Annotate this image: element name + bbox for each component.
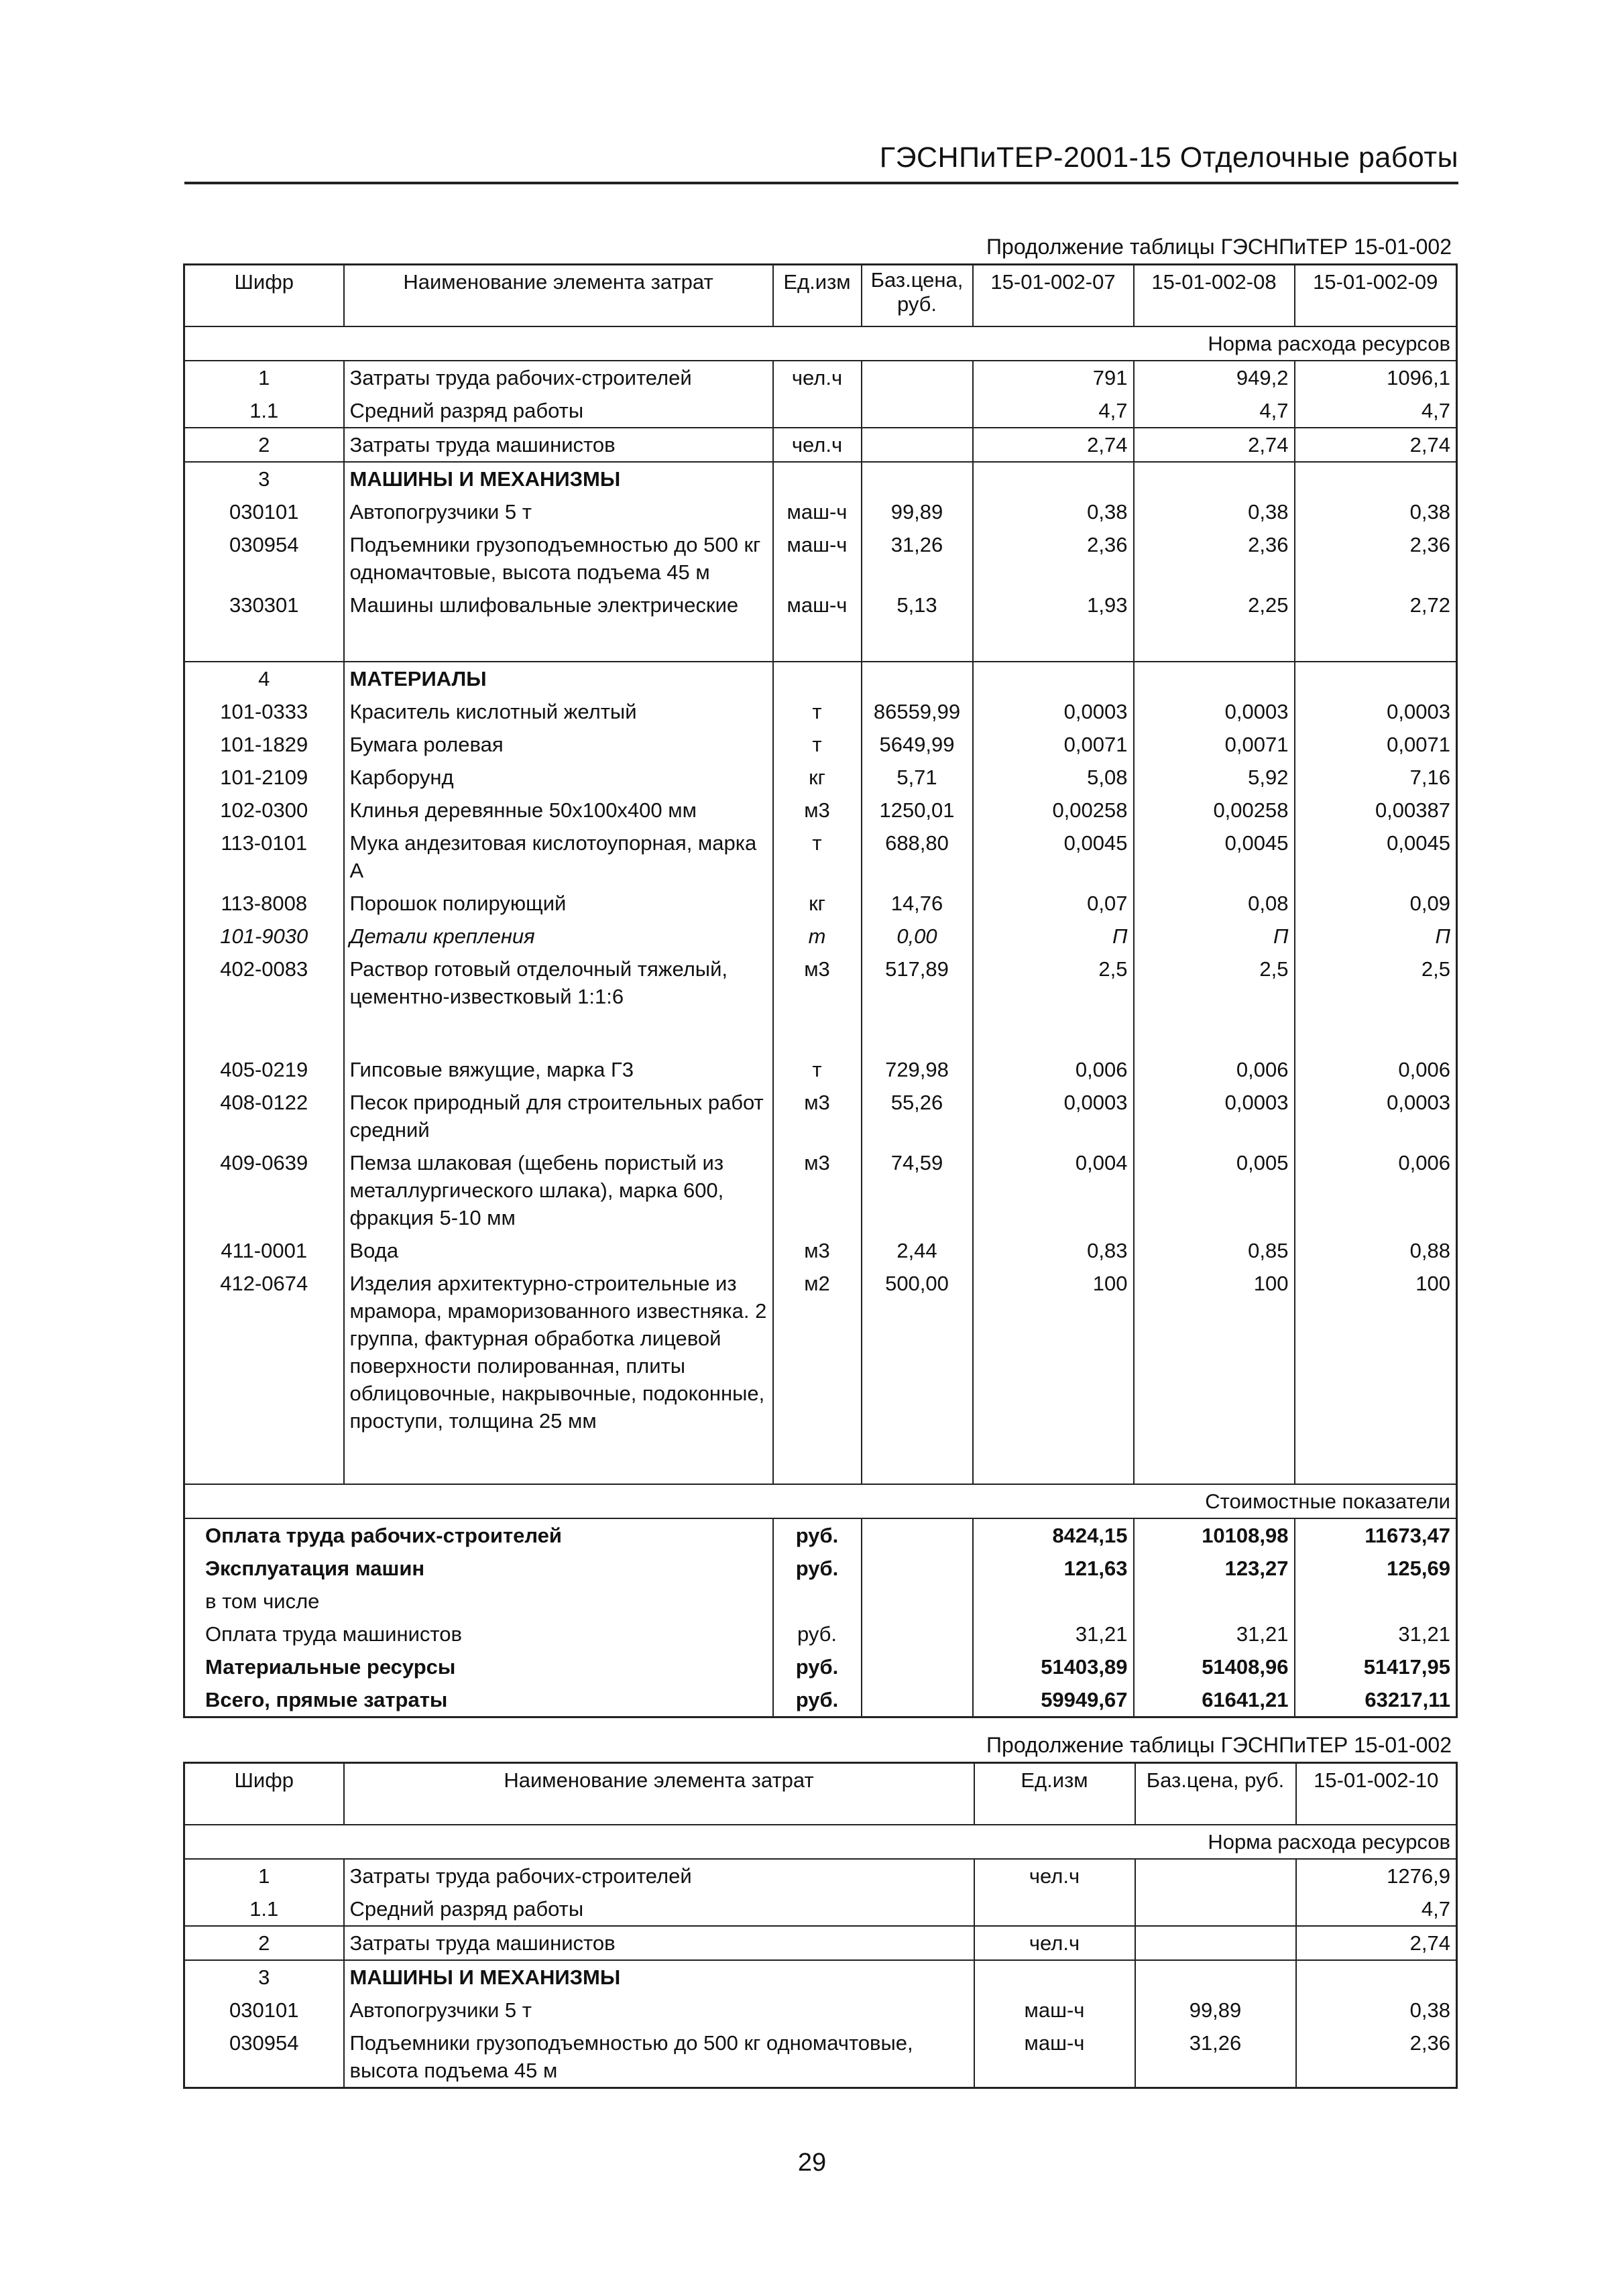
row-unit: кг (773, 761, 862, 794)
cost-unit: руб. (773, 1618, 862, 1650)
row-value-09: 0,006 (1398, 1057, 1450, 1081)
row-value-08: 0,0071 (1134, 728, 1295, 761)
row-value-08 (1134, 662, 1295, 695)
col-header-v1: 15-01-002-07 (973, 265, 1134, 326)
row-value-08: 0,38 (1134, 495, 1295, 528)
table1-caption: Продолжение таблицы ГЭСНПиТЕР 15-01-002 (986, 235, 1452, 259)
table-row (184, 761, 1457, 794)
row-price (1135, 1926, 1296, 1960)
row-value-10: 2,74 (1296, 1926, 1457, 1960)
row-value-09: 2,72 (1409, 593, 1450, 617)
row-value-09: П (1435, 924, 1450, 948)
cost-name: Оплата труда рабочих-строителей (184, 1518, 773, 1552)
row-value-08: 2,5 (1134, 953, 1295, 1013)
row-price: 99,89 (1135, 1994, 1296, 2027)
table-row (184, 394, 1457, 428)
row-value-09: 4,7 (1421, 398, 1450, 422)
row-code: 1.1 (249, 398, 279, 422)
row-unit: м3 (773, 794, 862, 827)
table-row (184, 1960, 1457, 1994)
row-value-08: 949,2 (1134, 361, 1295, 394)
row-value-09: 0,0003 (1387, 1090, 1450, 1114)
col-header-v2: 15-01-002-08 (1134, 265, 1295, 326)
row-value-07: 4,7 (973, 394, 1134, 428)
spacer-row (184, 621, 1457, 662)
row-value-08 (1134, 462, 1295, 495)
cost-price (862, 1518, 973, 1552)
row-unit (773, 662, 862, 695)
page-title: ГЭСНПиТЕР-2001-15 Отделочные работы (879, 141, 1458, 174)
table-row (184, 794, 1457, 827)
row-code: 4 (184, 662, 344, 695)
row-code: 2 (184, 428, 344, 462)
row-unit: чел.ч (773, 361, 862, 394)
row-code: 412-0674 (220, 1271, 308, 1295)
row-value-07: 2,36 (973, 528, 1134, 589)
page-number: 29 (797, 2149, 827, 2177)
row-value-09: 0,0003 (1387, 699, 1450, 723)
row-code: 2 (184, 1926, 344, 1960)
col-header-price: Баз.цена, руб. (1135, 1763, 1296, 1825)
row-value-08: 0,0003 (1134, 695, 1295, 728)
cost-value-08: 31,21 (1134, 1618, 1295, 1650)
spacer-cell (1295, 1013, 1457, 1053)
col-header-price: Баз.цена, руб. (862, 265, 973, 326)
row-value-07: 2,74 (973, 428, 1134, 462)
cost-price (862, 1683, 973, 1717)
table-row (184, 589, 1457, 621)
row-value-07: П (973, 920, 1134, 953)
row-value-07: 0,0071 (973, 728, 1134, 761)
row-value-08: 0,85 (1134, 1234, 1295, 1267)
row-unit: т (773, 695, 862, 728)
spacer-cell (344, 1437, 773, 1484)
row-value-08: 0,0003 (1134, 1086, 1295, 1146)
row-unit (974, 1892, 1135, 1926)
row-name: МАШИНЫ И МЕХАНИЗМЫ (344, 462, 773, 495)
row-value-10: 0,38 (1296, 1994, 1457, 2027)
row-value-07: 100 (973, 1267, 1134, 1437)
row-value-08: 0,08 (1134, 887, 1295, 920)
table-row (184, 495, 1457, 528)
row-name: Машины шлифовальные электрические (344, 589, 773, 621)
row-price: 99,89 (862, 495, 973, 528)
spacer-cell (1295, 1437, 1457, 1484)
spacer-cell (862, 621, 973, 662)
col-header-unit: Ед.изм (773, 265, 862, 326)
row-unit: кг (773, 887, 862, 920)
table-row (184, 887, 1457, 920)
table-row (184, 1926, 1457, 1960)
row-code: 102-0300 (220, 798, 308, 822)
table2-caption: Продолжение таблицы ГЭСНПиТЕР 15-01-002 (986, 1733, 1452, 1757)
row-value-10: 4,7 (1296, 1892, 1457, 1926)
col-header-name: Наименование элемента затрат (344, 265, 773, 326)
row-value-07: 0,07 (973, 887, 1134, 920)
cost-unit: руб. (773, 1552, 862, 1585)
spacer-cell (862, 1013, 973, 1053)
spacer-cell (344, 621, 773, 662)
row-name: Детали крепления (344, 920, 773, 953)
row-value-07: 2,5 (973, 953, 1134, 1013)
cost-price (862, 1650, 973, 1683)
row-name: Вода (344, 1234, 773, 1267)
norm-label-row (184, 1825, 1457, 1859)
table-row (184, 920, 1457, 953)
row-value-09: 1096,1 (1387, 365, 1450, 389)
cost-value-09: 63217,11 (1365, 1687, 1450, 1711)
row-value-08: 0,00258 (1134, 794, 1295, 827)
row-value-07: 0,004 (973, 1146, 1134, 1234)
cost-value-08 (1134, 1585, 1295, 1618)
row-unit: маш-ч (773, 589, 862, 621)
norm-label: Норма расхода ресурсов (184, 1825, 1457, 1859)
row-price (862, 361, 973, 394)
row-name: Гипсовые вяжущие, марка Г3 (344, 1053, 773, 1086)
spacer-cell (1134, 1013, 1295, 1053)
row-price: 74,59 (862, 1146, 973, 1234)
cost-value-08: 61641,21 (1134, 1683, 1295, 1717)
row-value-08: П (1134, 920, 1295, 953)
cost-value-09: 125,69 (1387, 1556, 1450, 1580)
cost-price (862, 1585, 973, 1618)
cost-name: Эксплуатация машин (184, 1552, 773, 1585)
row-unit (773, 394, 862, 428)
row-name: Раствор готовый отделочный тяжелый, цементно-известковый 1:1:6 (344, 953, 773, 1013)
row-name: Затраты труда машинистов (344, 1926, 974, 1960)
table2-header-row (184, 1763, 1457, 1825)
cost-row (184, 1650, 1457, 1683)
row-value-09: 0,09 (1409, 891, 1450, 915)
table-row (184, 1267, 1457, 1437)
table-row (184, 361, 1457, 394)
row-code: 3 (184, 462, 344, 495)
row-code: 030101 (229, 499, 299, 524)
table-row (184, 2027, 1457, 2088)
row-value-08: 0,005 (1134, 1146, 1295, 1234)
row-price: 729,98 (862, 1053, 973, 1086)
spacer-row (184, 1437, 1457, 1484)
spacer-cell (344, 1013, 773, 1053)
row-name: Бумага ролевая (344, 728, 773, 761)
row-price: 688,80 (862, 827, 973, 887)
row-code: 101-0333 (220, 699, 308, 723)
row-value-09: 0,0071 (1387, 732, 1450, 756)
row-price: 31,26 (1135, 2027, 1296, 2088)
col-header-code: Шифр (184, 1763, 344, 1825)
row-unit: маш-ч (974, 1994, 1135, 2027)
row-code: 409-0639 (220, 1150, 308, 1174)
row-price (1135, 1892, 1296, 1926)
row-name: Порошок полирующий (344, 887, 773, 920)
row-unit: чел.ч (974, 1926, 1135, 1960)
row-value-08: 2,74 (1134, 428, 1295, 462)
row-value-10 (1296, 1960, 1457, 1994)
row-price: 500,00 (862, 1267, 973, 1437)
cost-row (184, 1552, 1457, 1585)
cost-row (184, 1683, 1457, 1717)
cost-price (862, 1618, 973, 1650)
row-value-09: 0,00387 (1375, 798, 1450, 822)
row-value-07: 0,83 (973, 1234, 1134, 1267)
cost-price (862, 1552, 973, 1585)
row-unit: м3 (773, 1086, 862, 1146)
row-name: Затраты труда рабочих-строителей (344, 361, 773, 394)
spacer-cell (184, 621, 344, 662)
cost-label: Стоимостные показатели (184, 1484, 1457, 1518)
row-name: Автопогрузчики 5 т (344, 1994, 974, 2027)
row-name: МАТЕРИАЛЫ (344, 662, 773, 695)
row-code: 030954 (229, 532, 299, 556)
row-price (862, 462, 973, 495)
spacer-cell (1134, 1437, 1295, 1484)
table1-header-row (184, 265, 1457, 326)
row-unit: маш-ч (974, 2027, 1135, 2088)
row-value-08: 2,36 (1134, 528, 1295, 589)
cost-unit: руб. (773, 1683, 862, 1717)
table-row (184, 528, 1457, 589)
row-name: МАШИНЫ И МЕХАНИЗМЫ (344, 1960, 974, 1994)
row-code: 411-0001 (221, 1238, 308, 1262)
spacer-cell (773, 621, 862, 662)
spacer-cell (862, 1437, 973, 1484)
row-unit (773, 462, 862, 495)
table-row (184, 953, 1457, 1013)
row-unit: маш-ч (773, 528, 862, 589)
norm-label-row (184, 326, 1457, 361)
row-value-07 (973, 662, 1134, 695)
col-header-unit: Ед.изм (974, 1763, 1135, 1825)
row-code: 405-0219 (220, 1057, 308, 1081)
row-name: Затраты труда машинистов (344, 428, 773, 462)
cost-value-08: 10108,98 (1134, 1518, 1295, 1552)
row-name: Изделия архитектурно-строительные из мрамора, мраморизованного известняка. 2 группа, фактурная обработка лицевой поверхности полированная, плиты облицовочные, накрывочные, подоконные, проступи, толщина 25 мм (344, 1267, 773, 1437)
row-price: 86559,99 (862, 695, 973, 728)
row-price: 5,71 (862, 761, 973, 794)
page-header (184, 137, 1458, 184)
cost-label-row (184, 1484, 1457, 1518)
table-row (184, 462, 1457, 495)
spacer-cell (973, 621, 1134, 662)
cost-value-09: 31,21 (1398, 1622, 1450, 1646)
row-value-09: 2,5 (1421, 957, 1450, 981)
row-value-09: 100 (1415, 1271, 1450, 1295)
col-header-code: Шифр (184, 265, 344, 326)
row-price: 5649,99 (862, 728, 973, 761)
col-header-v1: 15-01-002-10 (1296, 1763, 1457, 1825)
table-row (184, 728, 1457, 761)
cost-value-07: 59949,67 (973, 1683, 1134, 1717)
row-price: 2,44 (862, 1234, 973, 1267)
spacer-cell (1134, 621, 1295, 662)
cost-value-09: 11673,47 (1365, 1523, 1450, 1547)
table-row (184, 1859, 1457, 1892)
table-row (184, 1053, 1457, 1086)
row-value-09: 0,006 (1398, 1150, 1450, 1174)
cost-value-07 (973, 1585, 1134, 1618)
row-name: Автопогрузчики 5 т (344, 495, 773, 528)
row-unit: т (773, 728, 862, 761)
row-code: 101-2109 (220, 765, 308, 789)
row-value-07: 0,0045 (973, 827, 1134, 887)
cost-name: Оплата труда машинистов (184, 1618, 773, 1650)
row-unit (974, 1960, 1135, 1994)
row-unit: чел.ч (974, 1859, 1135, 1892)
row-value-07: 0,0003 (973, 1086, 1134, 1146)
spacer-cell (184, 1013, 344, 1053)
table-row (184, 1892, 1457, 1926)
row-value-08: 0,0045 (1134, 827, 1295, 887)
row-price: 1250,01 (862, 794, 973, 827)
row-price (862, 662, 973, 695)
row-code: 1 (258, 365, 270, 389)
row-price (862, 428, 973, 462)
row-value-09: 0,88 (1409, 1238, 1450, 1262)
row-value-09: 7,16 (1409, 765, 1450, 789)
cost-unit: руб. (773, 1650, 862, 1683)
row-code: 101-9030 (220, 924, 308, 948)
row-value-08: 0,006 (1134, 1053, 1295, 1086)
cost-value-07: 121,63 (973, 1552, 1134, 1585)
cost-value-07: 51403,89 (973, 1650, 1134, 1683)
row-price (862, 394, 973, 428)
row-unit: м3 (773, 953, 862, 1013)
cost-value-07: 8424,15 (973, 1518, 1134, 1552)
row-code: 1.1 (249, 1896, 279, 1921)
row-value-09 (1295, 462, 1457, 495)
row-code: 1 (258, 1864, 270, 1888)
row-value-09 (1295, 662, 1457, 695)
row-name: Мука андезитовая кислотоупорная, марка А (344, 827, 773, 887)
row-value-07 (973, 462, 1134, 495)
row-code: 030101 (229, 1998, 299, 2022)
spacer-cell (773, 1013, 862, 1053)
row-unit: м3 (773, 1234, 862, 1267)
row-name: Песок природный для строительных работ средний (344, 1086, 773, 1146)
cost-name: в том числе (184, 1585, 773, 1618)
row-code: 3 (184, 1960, 344, 1994)
cost-row (184, 1585, 1457, 1618)
row-price: 14,76 (862, 887, 973, 920)
row-price: 517,89 (862, 953, 973, 1013)
spacer-cell (973, 1013, 1134, 1053)
cost-value-08: 51408,96 (1134, 1650, 1295, 1683)
row-unit: т (773, 920, 862, 953)
spacer-cell (184, 1437, 344, 1484)
row-name: Затраты труда рабочих-строителей (344, 1859, 974, 1892)
row-value-07: 0,006 (973, 1053, 1134, 1086)
col-header-name: Наименование элемента затрат (344, 1763, 974, 1825)
row-name: Подъемники грузоподъемностью до 500 кг одномачтовые, высота подъема 45 м (344, 2027, 974, 2088)
row-price: 55,26 (862, 1086, 973, 1146)
row-price (1135, 1859, 1296, 1892)
table-row (184, 827, 1457, 887)
cost-row (184, 1518, 1457, 1552)
row-unit: чел.ч (773, 428, 862, 462)
cost-unit (773, 1585, 862, 1618)
table-row (184, 1086, 1457, 1146)
cost-value-09: 51417,95 (1363, 1654, 1450, 1679)
cost-value-08: 123,27 (1134, 1552, 1295, 1585)
row-value-07: 1,93 (973, 589, 1134, 621)
cost-row (184, 1618, 1457, 1650)
row-value-10: 1276,9 (1296, 1859, 1457, 1892)
row-price: 0,00 (862, 920, 973, 953)
table-row (184, 695, 1457, 728)
row-code: 113-8008 (221, 891, 308, 915)
row-value-09: 0,0045 (1387, 831, 1450, 855)
cost-value-09 (1295, 1585, 1457, 1618)
row-unit: маш-ч (773, 495, 862, 528)
row-name: Клинья деревянные 50х100х400 мм (344, 794, 773, 827)
table-row (184, 662, 1457, 695)
row-value-08: 2,25 (1134, 589, 1295, 621)
row-code: 408-0122 (220, 1090, 308, 1114)
table-row (184, 1146, 1457, 1234)
resource-table-1 (183, 263, 1458, 1718)
table-row (184, 428, 1457, 462)
row-value-09: 2,36 (1409, 532, 1450, 556)
spacer-row (184, 1013, 1457, 1053)
row-unit: м2 (773, 1267, 862, 1437)
cost-unit: руб. (773, 1518, 862, 1552)
row-value-07: 5,08 (973, 761, 1134, 794)
row-value-07: 791 (973, 361, 1134, 394)
row-code: 101-1829 (220, 732, 308, 756)
row-code: 113-0101 (221, 831, 308, 855)
row-unit: м3 (773, 1146, 862, 1234)
cost-name: Всего, прямые затраты (184, 1683, 773, 1717)
row-name: Средний разряд работы (344, 1892, 974, 1926)
row-code: 402-0083 (220, 957, 308, 981)
table-row (184, 1994, 1457, 2027)
row-name: Пемза шлаковая (щебень пористый из металлургического шлака), марка 600, фракция 5-10 мм (344, 1146, 773, 1234)
row-value-07: 0,0003 (973, 695, 1134, 728)
row-name: Краситель кислотный желтый (344, 695, 773, 728)
row-value-09: 0,38 (1409, 499, 1450, 524)
row-value-08: 4,7 (1134, 394, 1295, 428)
row-name: Карборунд (344, 761, 773, 794)
table-row (184, 1234, 1457, 1267)
row-value-07: 0,00258 (973, 794, 1134, 827)
row-unit: т (773, 827, 862, 887)
row-value-08: 100 (1134, 1267, 1295, 1437)
row-value-08: 5,92 (1134, 761, 1295, 794)
spacer-cell (1295, 621, 1457, 662)
row-value-10: 2,36 (1296, 2027, 1457, 2088)
row-value-07: 0,38 (973, 495, 1134, 528)
row-name: Подъемники грузоподъемностью до 500 кг одномачтовые, высота подъема 45 м (344, 528, 773, 589)
cost-value-07: 31,21 (973, 1618, 1134, 1650)
row-name: Средний разряд работы (344, 394, 773, 428)
spacer-cell (973, 1437, 1134, 1484)
norm-label: Норма расхода ресурсов (184, 326, 1457, 361)
row-unit: т (773, 1053, 862, 1086)
row-code: 330301 (229, 593, 299, 617)
spacer-cell (773, 1437, 862, 1484)
row-code: 030954 (229, 2031, 299, 2055)
row-price: 31,26 (862, 528, 973, 589)
row-price (1135, 1960, 1296, 1994)
row-price: 5,13 (862, 589, 973, 621)
col-header-v3: 15-01-002-09 (1295, 265, 1457, 326)
row-value-09: 2,74 (1295, 428, 1457, 462)
cost-name: Материальные ресурсы (184, 1650, 773, 1683)
resource-table-2 (183, 1762, 1458, 2089)
